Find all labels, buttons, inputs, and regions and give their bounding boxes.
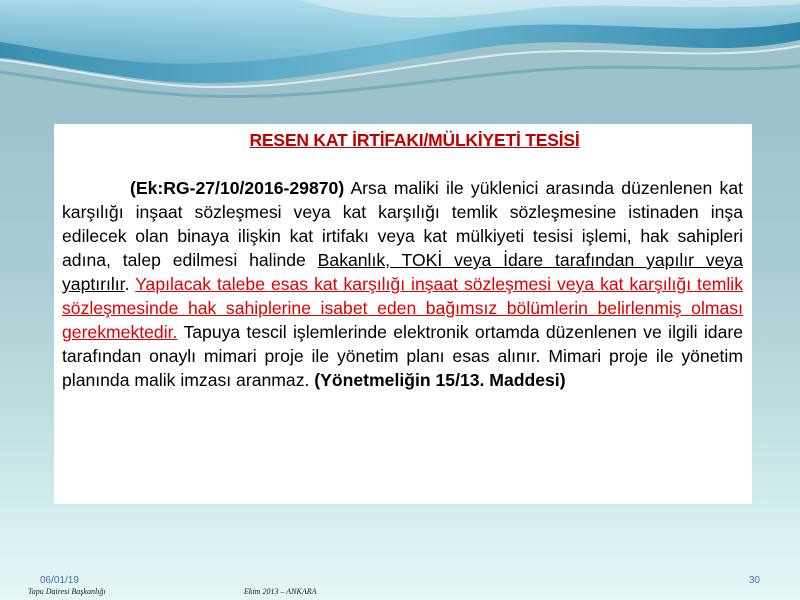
slide-body-paragraph bbox=[62, 176, 743, 392]
body-text-part-3: Tapuya tescil işlemlerinde elektronik ortamda düzenlenen ve ilgili idare tarafından onaylı mimari proje ile yönetim planı esas alınır. Mimari proje ile yönetim planında malik imzası aranmaz. bbox=[62, 322, 743, 390]
page-number: 30 bbox=[748, 575, 760, 586]
highlighted-requirement-text: Yapılacak talebe esas kat karşılığı inşaat sözleşmesi veya kat karşılığı temlik sözleşmesinde hak sahiplerine isabet eden bağımsız bölümlerin belirlenmiş olması gerekmektedir. bbox=[62, 274, 744, 342]
body-text-part-2: . bbox=[124, 274, 136, 294]
underlined-authority-text: Bakanlık, TOKİ veya İdare tarafından yapılır veya yaptırılır bbox=[62, 250, 744, 294]
regulation-reference: (Ek:RG-27/10/2016-29870) bbox=[130, 178, 345, 198]
body-text-part-1: Arsa maliki ile yüklenici arasında düzenlenen kat karşılığı inşaat sözleşmesi veya kat karşılığı temlik sözleşmesine istinaden inşa edilecek olan binaya ilişkin kat irtifakı veya kat mülkiyeti tesisi işlemi, hak sahipleri adına, talep edilmesi halinde bbox=[62, 178, 743, 270]
regulation-article-reference: (Yönetmeliğin 15/13. Maddesi) bbox=[314, 370, 566, 390]
slide-title: RESEN KAT İRTİFAKI/MÜLKİYETİ TESİSİ bbox=[249, 130, 580, 150]
footer-event: Ekim 2013 – ANKARA bbox=[244, 587, 317, 596]
header-wave-decoration bbox=[0, 0, 800, 130]
footer-organization: Tapu Dairesi Başkanlığı bbox=[28, 587, 106, 596]
footer-date: 06/01/19 bbox=[40, 575, 79, 586]
content-box bbox=[54, 124, 752, 504]
